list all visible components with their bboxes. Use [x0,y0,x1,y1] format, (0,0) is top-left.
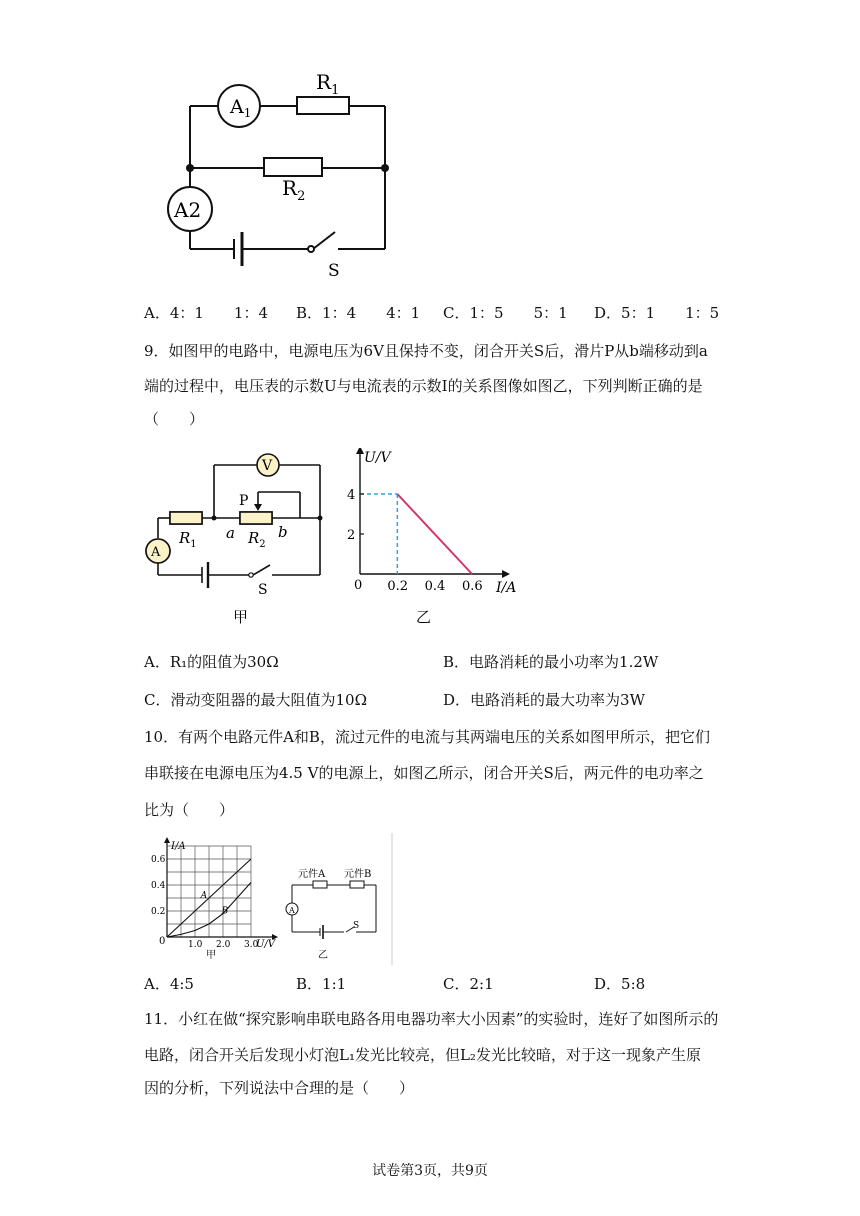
q8-option-c: C．1：5 5：1 [443,304,568,322]
q10-y-axis-label: I/A [171,841,186,852]
q9-option-c: C．滑动变阻器的最大阻值为10Ω [144,691,368,709]
q9-end-b-label: b [278,523,288,541]
q9-text-line-2: 端的过程中，电压表的示数U与电流表的示数I的关系图像如图乙，下列判断正确的是 [144,377,703,395]
q10-curve-a-label: A [200,891,208,901]
q9-origin-label: 0 [354,578,363,593]
q10-x-tick-label: 3.0 [244,940,259,950]
q9-switch-label: S [258,582,268,598]
q9-y-tick-label: 4 [347,488,356,503]
q10-option-d: D．5:8 [594,975,646,993]
q9-text-line-1: 9．如图甲的电路中，电源电压为6V且保持不变，闭合开关S后，滑片P从b端移动到a [144,342,708,360]
q10-curve-b-label: B [221,906,229,917]
q10-element-b-label: 元件B [344,869,372,880]
q9-option-a: A．R₁的阻值为30Ω [144,653,279,671]
q10-option-a: A．4:5 [144,975,194,993]
q8-r1-label: $R_1$ [316,70,340,98]
q9-y-tick-label: 2 [347,528,356,543]
q8-a2-label: A2 [174,198,202,222]
q9-r1-label: $R_1$ [179,529,197,550]
q10-x-axis-label: U/V [256,939,276,950]
q8-option-a: A．4：1 1：4 [144,304,269,322]
q10-x-tick-label: 2.0 [216,940,231,950]
q9-end-a-label: a [226,524,235,542]
q9-y-axis-label: U/V [364,450,391,466]
q11-text-line-2: 电路，闭合开关后发现小灯泡L₁发光比较亮，但L₂发光比较暗，对于这一现象产生原 [144,1046,701,1064]
q9-x-tick-label: 0.6 [462,579,483,594]
q10-option-c: C．2:1 [443,975,494,993]
q10-y-tick-label: 0.2 [151,907,166,917]
q10-origin-label: 0 [159,936,166,947]
q8-switch-label: S [328,261,340,281]
q9-slider-label: P [239,493,249,509]
q9-x-axis-label: I/A [496,580,517,596]
q8-circuit-diagram [160,64,400,284]
q9-voltmeter-label: V [262,458,273,474]
q10-fig-jia-caption: 甲 [206,950,216,961]
q10-text-line-2: 串联接在电源电压为4.5 V的电源上，如图乙所示，闭合开关S后，两元件的电功率之 [144,764,704,782]
q10-circuit-diagram [278,833,396,965]
q10-text-line-1: 10．有两个电路元件A和B，流过元件的电流与其两端电压的关系如图甲所示，把它们 [144,728,710,746]
q9-data-line [397,494,472,574]
q8-option-b: B．1：4 4：1 [296,304,421,322]
q9-circuit-diagram [140,448,340,628]
q9-x-tick-label: 0.4 [424,579,446,594]
q9-ui-graph [340,448,540,628]
q8-option-d: D．5：1 1：5 [594,304,720,322]
q8-a1-label: $A_1$ [230,96,252,120]
q9-option-d: D．电路消耗的最大功率为3W [443,691,645,709]
q10-text-line-3: 比为（ ） [144,801,235,819]
q10-ammeter-label: A [289,906,295,915]
q9-option-b: B．电路消耗的最小功率为1.2W [443,653,659,671]
page-footer: 试卷第3页，共9页 [372,1163,488,1179]
q9-ammeter-label: A [151,545,161,560]
q9-r2-label: $R_2$ [248,529,266,550]
q9-x-tick-label: 0.2 [387,579,409,594]
q10-y-tick-label: 0.6 [151,855,166,865]
q10-x-tick-label: 1.0 [188,940,203,950]
q8-r2-label: $R_2$ [282,176,306,204]
q10-switch-label: S [353,921,360,931]
q10-y-tick-label: 0.4 [151,881,166,891]
q9-text-line-3: （ ） [144,410,205,428]
q9-fig-yi-caption: 乙 [416,608,432,626]
q10-option-b: B．1:1 [296,975,347,993]
q11-text-line-1: 11．小红在做“探究影响串联电路各用电器功率大小因素”的实验时，连好了如图所示的 [144,1010,719,1028]
q10-fig-yi-caption: 乙 [318,950,328,961]
q10-iu-graph [140,833,290,965]
q9-fig-jia-caption: 甲 [233,608,249,626]
q11-text-line-3: 因的分析，下列说法中合理的是（ ） [144,1079,415,1097]
q10-element-a-label: 元件A [298,869,326,880]
